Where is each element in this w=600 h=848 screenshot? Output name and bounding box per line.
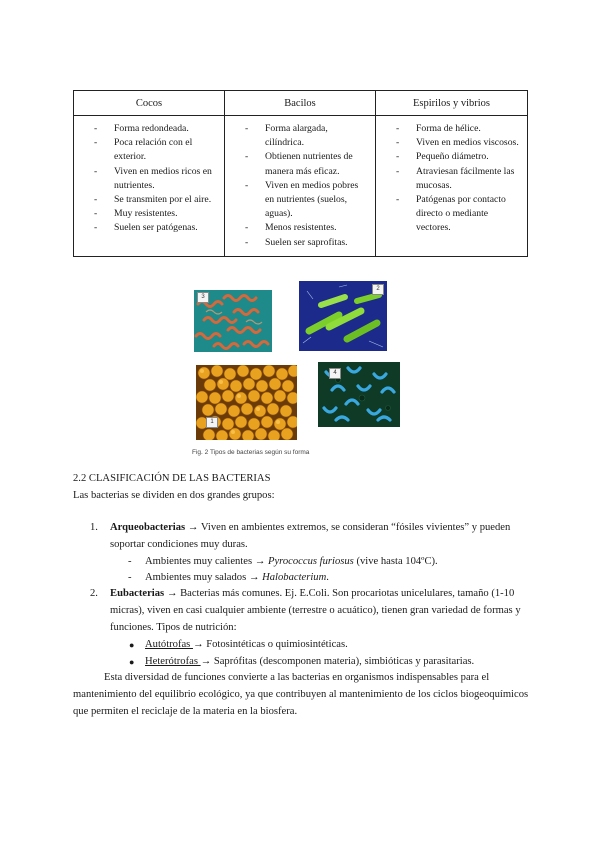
spirilla-image: [194, 290, 272, 352]
figure-label-4: 4: [329, 368, 341, 379]
table-body-row: [74, 116, 528, 257]
figure-label-1: 1: [206, 417, 218, 428]
nutrition-autotrofas: Autótrofas → Fotosintéticas o quimiosintéticas.: [145, 639, 348, 650]
table-header-row: [74, 91, 528, 116]
cocci-image: [196, 365, 297, 440]
column-cocos: [74, 116, 225, 257]
eubacterias-line1: Eubacterias → Bacterias más comunes. Ej. E.Coli. Son procariotas unicelulares, tamaño (1-10: [110, 588, 515, 599]
list-item: - Suelen ser saprofitas.: [245, 236, 348, 248]
list-item: - Forma redondeada.: [94, 123, 189, 134]
list-item: - Obtienen nutrientes de manera más eficaz.: [245, 151, 353, 177]
list-item: - Suelen ser patógenas.: [94, 222, 198, 234]
list-item: - Forma alargada, cilíndrica.: [245, 123, 328, 149]
eubacterias-line2: micras), viven en casi cualquier ambiente (terrestre o acuático), tienen gran variedad de formas y: [110, 605, 521, 616]
header-bacilos: Bacilos: [225, 91, 376, 116]
column-bacilos: [225, 116, 376, 257]
vibrios-image: [318, 362, 400, 427]
list-item: - Viven en medios viscosos.: [396, 137, 519, 149]
figure-caption: Fig. 2 Tipos de bacterias según su forma: [192, 449, 310, 456]
list-item: - Se transmiten por el aire.: [94, 194, 212, 206]
list-number-1: 1.: [90, 522, 98, 533]
figure-label-2: 2: [372, 284, 384, 295]
section-heading: 2.2 CLASIFICACIÓN DE LAS BACTERIAS: [73, 473, 271, 484]
list-item: - Viven en medios ricos en nutrientes.: [94, 165, 212, 191]
arqueobacterias-line2: soportar condiciones muy duras.: [110, 539, 248, 550]
list-item: - Muy resistentes.: [94, 208, 178, 220]
list-item: - Pequeño diámetro.: [396, 151, 489, 163]
list-item: - Atraviesan fácilmente las mucosas.: [396, 165, 515, 191]
bacteria-shape-table: [73, 90, 528, 257]
sub-item-salty-text: Ambientes muy salados → Halobacterium.: [145, 572, 329, 583]
list-item: - Viven en medios pobres en nutrientes (suelos, aguas).: [245, 179, 359, 220]
arqueobacterias-line1: Arqueobacterias → Viven en ambientes extremos, se consideran “fósiles vivientes” y pueden: [110, 522, 511, 533]
bullet-icon: ●: [129, 640, 135, 650]
list-item: - Forma de hélice.: [396, 123, 481, 134]
list-item: - Menos resistentes.: [245, 222, 337, 234]
section-intro: Las bacterias se dividen en dos grandes grupos:: [73, 490, 275, 501]
closing-line2: mantenimiento del equilibrio ecológico, ya que contribuyen al mantenimiento de los ciclos biogeoquímicos: [73, 689, 529, 700]
list-item: - Patógenas por contacto directo o mediante vectores.: [396, 194, 506, 234]
header-cocos: Cocos: [74, 91, 225, 116]
figure-label-3: 3: [197, 292, 209, 303]
bacilli-image: [299, 281, 387, 351]
sub-item-hot-text: Ambientes muy calientes → Pyrococcus furiosus (vive hasta 104ºC).: [145, 556, 438, 567]
list-number-2: 2.: [90, 588, 98, 599]
header-espirilos: Espirilos y vibrios: [376, 91, 528, 116]
sub-item-salty: -: [128, 572, 132, 583]
bullet-icon: ●: [129, 657, 135, 667]
closing-line1: Esta diversidad de funciones convierte a las bacterias en organismos indispensables para el: [104, 672, 490, 683]
closing-line3: que permiten el reciclaje de la materia en la biosfera.: [73, 706, 298, 717]
column-espirilos: [376, 116, 528, 257]
sub-item-hot: -: [128, 556, 132, 567]
list-item: - Poca relación con el exterior.: [94, 137, 193, 163]
nutrition-heterotrofas: Heterótrofas → Saprófitas (descomponen materia), simbióticas y parasitarias.: [145, 656, 475, 667]
eubacterias-line3: funciones. Tipos de nutrición:: [110, 622, 237, 633]
